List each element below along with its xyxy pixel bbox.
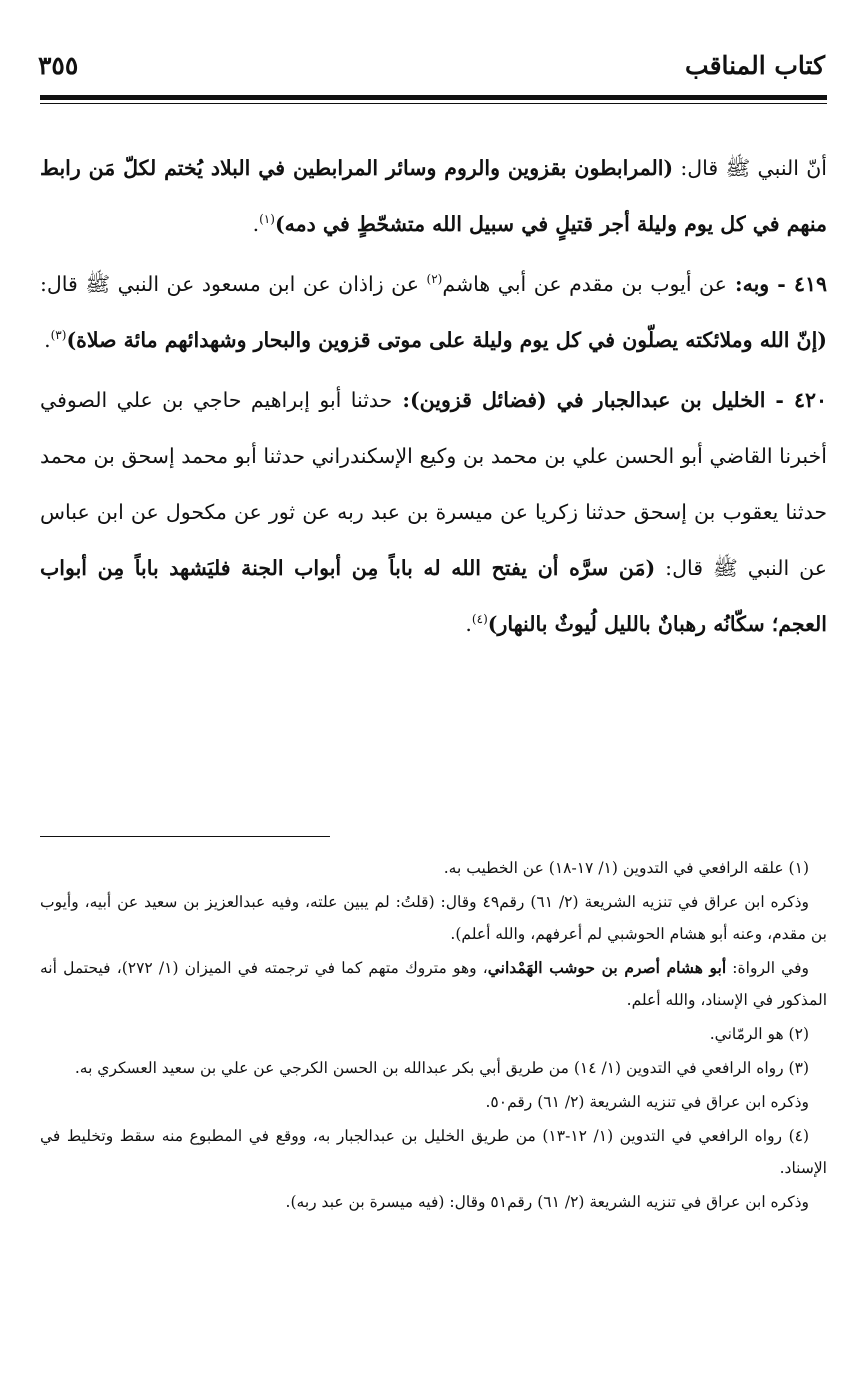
paragraph-420-end: . <box>465 612 472 636</box>
footnote-3-b: وذكره ابن عراق في تنزيه الشريعة (٢/ ٦١) رقم٥٠. <box>485 1093 809 1111</box>
footnote-4-b: وذكره ابن عراق في تنزيه الشريعة (٢/ ٦١) رقم٥١ وقال: (فيه ميسرة بن عبد ربه). <box>285 1193 809 1211</box>
footnote-1: (١) علقه الرافعي في التدوين (١/ ١٧-١٨) عن الخطيب به. <box>443 859 809 877</box>
footnote-1-c-lead: وفي الرواة: <box>726 959 809 977</box>
hadith-number-419: ٤١٩ - وبه: <box>726 272 827 296</box>
paragraph-1-intro: أنّ النبي ﷺ قال: <box>673 156 827 180</box>
footnote-4: (٤) رواه الرافعي في التدوين (١/ ١٢-١٣) من طريق الخليل بن عبدالجبار به، ووقع في المطبوع منه سقط وتخليط في الإسناد. <box>40 1127 827 1177</box>
header-rule-thick <box>40 95 827 100</box>
footnote-1-b: وذكره ابن عراق في تنزيه الشريعة (٢/ ٦١) رقم٤٩ وقال: (قلتُ: لم يبين علته، وفيه عبدالعزيز بن سعيد عن أبيه، وأيوب بن مقدم، وعنه أبو هشام الحوشبي لم أعرفهم، والله أعلم). <box>40 893 827 943</box>
hadith-number-420: ٤٢٠ - الخليل بن عبدالجبار في (فضائل قزوين): <box>392 388 828 412</box>
hadith-quote-419: (إنّ الله وملائكته يصلّون في كل يوم وليلة على موتى قزوين والبحار وشهدائهم مائة صلاة) <box>66 328 827 352</box>
hadith-quote-1: (المرابطون بقزوين والروم وسائر المرابطين في البلاد يُختم لكلّ مَن رابط منهم في كل يوم وليلة أجر قتيلٍ في سبيل الله متشحّطٍ في دمه) <box>40 156 827 236</box>
hadith-quote-420: (مَن سرَّه أن يفتح الله له باباً مِن أبواب الجنة فليَشهد باباً مِن أبواب العجم؛ سكّانُه رهبانٌ بالليل لُيوثٌ بالنهار) <box>40 556 827 636</box>
footnotes <box>40 852 827 1218</box>
paragraph-420 <box>40 372 827 652</box>
header-rule-thin <box>40 103 827 104</box>
footnote-1-c-rest: ، وهو متروك متهم كما في ترجمته في الميزان (١/ ٢٧٢)، فيحتمل أنه المذكور في الإسناد، والله أعلم. <box>40 959 827 1009</box>
footnote-separator <box>40 836 330 837</box>
isnad-419-b: عن زاذان عن ابن مسعود عن النبي ﷺ قال: <box>40 272 427 296</box>
isnad-420: حدثنا أبو إبراهيم حاجي بن علي الصوفي أخبرنا القاضي أبو الحسن علي بن محمد بن وكيع الإسكندراني حدثنا أبو محمد إسحق بن محمد حدثنا يعقوب بن إسحق حدثنا زكريا عن ميسرة بن عبد ربه عن ثور عن مكحول عن ابن عباس عن النبي ﷺ قال: <box>40 388 827 580</box>
footnote-ref-2: (٢) <box>426 272 443 287</box>
running-header-title: كتاب المناقب <box>685 51 825 80</box>
paragraph-1 <box>40 140 827 252</box>
isnad-419-a: عن أيوب بن مقدم عن أبي هاشم <box>442 272 727 296</box>
footnote-ref-4: (٤) <box>471 612 488 627</box>
paragraph-419-end: . <box>44 328 51 352</box>
footnote-3: (٣) رواه الرافعي في التدوين (١/ ١٤) من طريق أبي بكر عبدالله بن الحسن الكرجي عن علي بن سعيد العسكري به. <box>74 1059 809 1077</box>
footnote-2: (٢) هو الرمّاني. <box>709 1025 809 1043</box>
main-text <box>40 140 827 652</box>
footnote-ref-1: (١) <box>259 212 275 227</box>
paragraph-1-end: . <box>252 212 260 236</box>
footnote-1-c-narrator: أبو هشام أصرم بن حوشب الهَمْداني <box>487 958 727 977</box>
footnote-1-c <box>40 952 827 1016</box>
paragraph-419 <box>40 256 827 368</box>
page-number: ٣٥٥ <box>38 51 79 80</box>
footnote-ref-3: (٣) <box>50 328 67 343</box>
